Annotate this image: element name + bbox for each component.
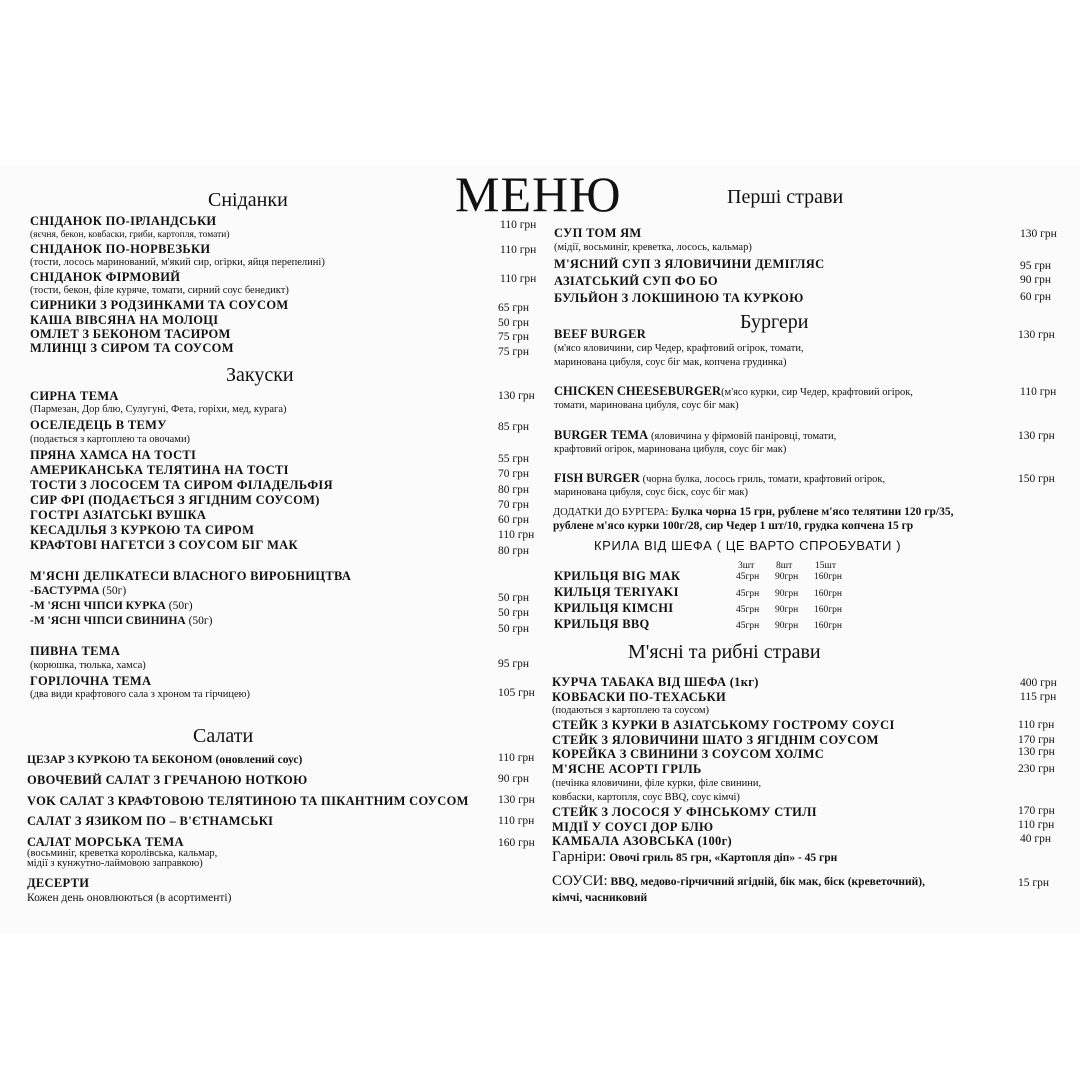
menu-item-name: ОМЛЕТ З БЕКОНОМ ТАСИРОМ [30, 327, 231, 341]
menu-item-name: КОРЕЙКА З СВИНИНИ З СОУСОМ ХОЛМС [552, 747, 825, 761]
menu-item-name: FISH BURGER [554, 471, 640, 485]
garnish-text: Овочі гриль 85 грн, «Картопля діп» - 45 грн [609, 852, 838, 864]
menu-item-name: ПРЯНА ХАМСА НА ТОСТІ [30, 448, 197, 462]
menu-item-price: 65 грн [498, 302, 529, 314]
menu-item-name: СНІДАНОК ФІРМОВИЙ [30, 270, 181, 284]
wings-price: 90грн [775, 605, 799, 615]
wings-price: 90грн [775, 621, 799, 631]
meat-item-amount: (50г) [168, 600, 193, 612]
menu-item-desc: (тости, лосось маринований, м'який сир, огірки, яйця перепелині) [30, 257, 325, 268]
menu-item-name: СТЕЙК З КУРКИ В АЗІАТСЬКОМУ ГОСТРОМУ СОУСІ [552, 718, 895, 732]
menu-item-price: 130 грн [1018, 329, 1055, 341]
desserts-desc: Кожен день оновлюються (в асортименті) [27, 892, 232, 904]
menu-item-name: CHICKEN CHEESEBURGER [554, 384, 722, 398]
menu-item-name: СИР ФРІ (ПОДАЄТЬСЯ З ЯГІДНИМ СОУСОМ) [30, 493, 320, 507]
menu-item-name: ГОРІЛОЧНА ТЕМА [30, 674, 152, 688]
menu-item-price: 75 грн [498, 331, 529, 343]
menu-item-name: САЛАТ З ЯЗИКОМ ПО – В'ЄТНАМСЬКІ [27, 814, 274, 828]
meat-item-amount: (50г) [102, 585, 127, 597]
menu-item-price: 130 грн [1018, 430, 1055, 442]
menu-item-name: ЦЕЗАР З КУРКОЮ ТА БЕКОНОМ [27, 754, 213, 766]
menu-item-name: М'ЯСНИЙ СУП З ЯЛОВИЧИНИ ДЕМІГЛЯС [554, 257, 825, 271]
burgers-heading: Бургери [740, 311, 809, 333]
menu-item-name: СИРНИКИ З РОДЗИНКАМИ ТА СОУСОМ [30, 298, 289, 312]
menu-item-name: СНІДАНОК ПО-ІРЛАНДСЬКИ [30, 214, 217, 228]
menu-item-name: ГОСТРІ АЗІАТСЬКІ ВУШКА [30, 508, 207, 522]
snacks-heading: Закуски [226, 364, 294, 386]
menu-item-desc: (два види крафтового сала з хроном та гірчицею) [30, 689, 250, 700]
menu-item-price: 80 грн [498, 484, 529, 496]
meat-item-amount: (50г) [188, 615, 213, 627]
menu-item-name: СНІДАНОК ПО-НОРВЕЗЬКИ [30, 242, 211, 256]
menu-item-desc: маринована цибуля, соус біг мак, копчена грудинка) [554, 357, 787, 368]
menu-item-name: ОСЕЛЕДЕЦЬ В ТЕМУ [30, 418, 167, 432]
menu-item-name: КОВБАСКИ ПО-ТЕХАСЬКИ [552, 690, 727, 704]
menu-item-price: 105 грн [498, 687, 535, 699]
menu-item-price: 150 грн [1018, 473, 1055, 485]
wings-size: 8шт [776, 561, 793, 571]
wings-item-name: КРИЛЬЦЯ BBQ [554, 617, 650, 631]
wings-price: 45грн [736, 589, 760, 599]
menu-item-price: 110 грн [1018, 819, 1055, 831]
menu-item-desc: крафтовий огірок, маринована цибуля, соус біг мак) [554, 444, 787, 455]
menu-item-price: 80 грн [498, 545, 529, 557]
meat-item-name: -М 'ЯСНІ ЧІПСИ КУРКА [30, 600, 166, 612]
menu-item-price: 170 грн [1018, 734, 1055, 746]
menu-item-name: ОВОЧЕВИЙ САЛАТ З ГРЕЧАНОЮ НОТКОЮ [27, 773, 308, 787]
menu-item-price: 230 грн [1018, 763, 1055, 775]
menu-item-price: 90 грн [1020, 274, 1051, 286]
wings-price: 45грн [736, 572, 760, 582]
menu-item-name: АМЕРИКАНСЬКА ТЕЛЯТИНА НА ТОСТІ [30, 463, 289, 477]
wings-price: 160грн [814, 621, 842, 631]
menu-item-name: BURGER ТЕМА [554, 428, 649, 442]
breakfast-heading: Сніданки [208, 189, 288, 211]
menu-item-desc: (восьминіг, креветка королівська, кальмар, [27, 848, 218, 859]
wings-size: 3шт [738, 561, 755, 571]
menu-item-price: 50 грн [498, 623, 529, 635]
meat-item-name: -М 'ЯСНІ ЧІПСИ СВИНИНА [30, 615, 186, 627]
menu-item-name: VOK САЛАТ З КРАФТОВОЮ ТЕЛЯТИНОЮ ТА ПІКАНТНИМ СОУСОМ [27, 794, 469, 808]
menu-item-price: 60 грн [1020, 291, 1051, 303]
wings-size: 15шт [815, 561, 836, 571]
menu-item-name: СУП ТОМ ЯМ [554, 226, 642, 240]
menu-item-price: 90 грн [498, 773, 529, 785]
menu-item-price: 130 грн [1018, 746, 1055, 758]
menu-item-price: 400 грн [1020, 677, 1057, 689]
menu-item-desc: (м'ясо курки, сир Чедер, крафтовий огірок, [721, 387, 913, 398]
menu-item-name: КАМБАЛА АЗОВСЬКА (100г) [552, 834, 733, 848]
menu-item-price: 110 грн [498, 752, 535, 764]
menu-item-price: 50 грн [498, 607, 529, 619]
menu-item-desc: томати, маринована цибуля, соус біг мак) [554, 400, 739, 411]
menu-item-desc: (м'ясо яловичини, сир Чедер, крафтовий огірок, томати, [554, 343, 804, 354]
menu-item-desc: (яловичина у фірмовій паніровці, томати, [650, 431, 837, 442]
wings-price: 160грн [814, 589, 842, 599]
menu-item-price: 55 грн [498, 453, 529, 465]
menu-item-price: 170 грн [1018, 805, 1055, 817]
menu-item-price: 75 грн [498, 346, 529, 358]
menu-item-desc: (корюшка, тюлька, хамса) [30, 660, 146, 671]
menu-item-price: 130 грн [498, 390, 535, 402]
menu-item-price: 40 грн [1020, 833, 1051, 845]
desserts-heading: ДЕСЕРТИ [27, 876, 90, 890]
menu-item-name: МЛИНЦІ З СИРОМ ТА СОУСОМ [30, 341, 234, 355]
menu-item-desc: (подається з картоплею та овочами) [30, 434, 191, 445]
menu-item-price: 110 грн [500, 273, 537, 285]
addons-text: рублене м'ясо курки 100г/28, сир Чедер 1 шт/10, грудка копчена 15 гр [553, 520, 914, 532]
menu-item-desc: (тости, бекон, філе куряче, томати, сирний соус бенедикт) [30, 285, 289, 296]
garnish-label: Гарніри: [552, 849, 607, 865]
addons-text: Булка чорна 15 грн, рублене м'ясо телятини 120 гр/35, [671, 506, 954, 518]
menu-item-price: 130 грн [498, 794, 535, 806]
menu-item-name: ТОСТИ З ЛОСОСЕМ ТА СИРОМ ФІЛАДЕЛЬФІЯ [30, 478, 333, 492]
menu-item-desc: (чорна булка, лосось гриль, томати, крафтовий огірок, [642, 474, 886, 485]
menu-item-name: МІДІЇ У СОУСІ ДОР БЛЮ [552, 820, 714, 834]
menu-item-price: 110 грн [498, 529, 535, 541]
sauces-text: BBQ, медово-гірчичний ягідній, бік мак, біск (креветочний), [610, 876, 926, 888]
wings-price: 45грн [736, 605, 760, 615]
menu-item-name: КРАФТОВІ НАГЕТСИ З СОУСОМ БІГ МАК [30, 538, 298, 552]
menu-item-name: САЛАТ МОРСЬКА ТЕМА [27, 835, 184, 849]
menu-item-desc: мідії з кунжутно-лаймовою заправкою) [27, 858, 203, 869]
menu-item-name: СИРНА ТЕМА [30, 389, 119, 403]
menu-item-name: КЕСАДІЛЬЯ З КУРКОЮ ТА СИРОМ [30, 523, 255, 537]
wings-heading: КРИЛА ВІД ШЕФА ( ЦЕ ВАРТО СПРОБУВАТИ ) [594, 538, 902, 553]
menu-item-price: 60 грн [498, 514, 529, 526]
menu-item-price: 115 грн [1020, 691, 1057, 703]
menu-item-price: 130 грн [1020, 228, 1057, 240]
wings-price: 90грн [775, 572, 799, 582]
wings-price: 160грн [814, 605, 842, 615]
menu-item-desc: ковбаски, картопля, соус BBQ, соус кімчі) [552, 792, 740, 803]
menu-item-price: 15 грн [1018, 877, 1049, 889]
meat-item-name: -БАСТУРМА [30, 585, 100, 597]
menu-item-desc: (Пармезан, Дор блю, Сулугуні, Фета, горіхи, мед, курага) [30, 404, 287, 415]
menu-item-price: 50 грн [498, 592, 529, 604]
menu-item-name: СТЕЙК З ЯЛОВИЧИНИ ШАТО З ЯГІДНІМ СОУСОМ [552, 733, 879, 747]
menu-item-desc: маринована цибуля, соус біск, соус біг мак) [554, 487, 749, 498]
menu-item-desc: (подаються з картоплею та соусом) [552, 705, 710, 716]
menu-item-price: 85 грн [498, 421, 529, 433]
menu-item-price: 70 грн [498, 468, 529, 480]
sauces-text: кімчі, часниковий [552, 892, 648, 904]
menu-item-name: КАША ВІВСЯНА НА МОЛОЦІ [30, 313, 219, 327]
menu-item-price: 110 грн [1018, 719, 1055, 731]
addons-label: ДОДАТКИ ДО БУРГЕРА: [553, 507, 669, 518]
menu-item-price: 110 грн [500, 219, 537, 231]
menu-item-price: 95 грн [498, 658, 529, 670]
menu-item-desc: (мідії, восьминіг, креветка, лосось, кальмар) [554, 242, 752, 253]
menu-item-price: 110 грн [498, 815, 535, 827]
menu-item-name: СТЕЙК З ЛОСОСЯ У ФІНСЬКОМУ СТИЛІ [552, 805, 817, 819]
wings-price: 90грн [775, 589, 799, 599]
wings-item-name: КРИЛЬЦЯ КІМСНІ [554, 601, 674, 615]
wings-item-name: КРИЛЬЦЯ BIG МАК [554, 569, 681, 583]
mains-heading: М'ясні та рибні страви [628, 641, 821, 663]
menu-item-price: 110 грн [500, 244, 537, 256]
menu-item-desc: (яєчня, бекон, ковбаски, гриби, картопля, томати) [30, 230, 230, 240]
menu-item-note: (оновлений соус) [215, 754, 303, 766]
meats-heading: М'ЯСНІ ДЕЛІКАТЕСИ ВЛАСНОГО ВИРОБНИЦТВА [30, 569, 352, 583]
menu-item-price: 70 грн [498, 499, 529, 511]
menu-item-price: 160 грн [498, 837, 535, 849]
wings-item-name: КИЛЬЦЯ TERIYAKI [554, 585, 679, 599]
soups-heading: Перші страви [727, 186, 844, 208]
menu-item-name: ПИВНА ТЕМА [30, 644, 121, 658]
menu-item-name: БУЛЬЙОН З ЛОКШИНОЮ ТА КУРКОЮ [554, 291, 804, 305]
salads-heading: Салати [193, 725, 254, 747]
wings-price: 45грн [736, 621, 760, 631]
menu-item-price: 110 грн [1020, 386, 1057, 398]
menu-item-name: М'ЯСНЕ АСОРТІ ГРІЛЬ [552, 762, 702, 776]
sauces-label: СОУСИ: [552, 873, 608, 889]
menu-item-price: 95 грн [1020, 260, 1051, 272]
menu-item-price: 50 грн [498, 317, 529, 329]
menu-title: МЕНЮ [455, 166, 622, 222]
wings-price: 160грн [814, 572, 842, 582]
menu-item-name: BEEF BURGER [554, 327, 647, 341]
menu-item-name: КУРЧА ТАБАКА ВІД ШЕФА (1кг) [552, 675, 759, 689]
menu-item-desc: (печінка яловичини, філе курки, філе свинини, [552, 778, 762, 789]
menu-item-name: АЗІАТСЬКИЙ СУП ФО БО [554, 274, 718, 288]
